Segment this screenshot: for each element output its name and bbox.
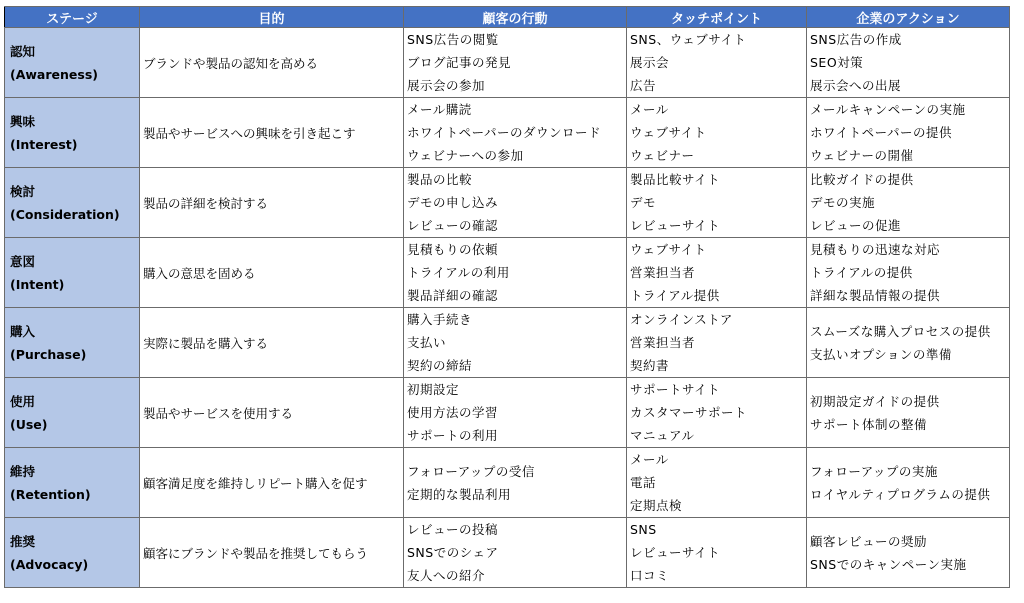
stage-cell[interactable] [5, 28, 140, 98]
customer-journey-table [4, 6, 1010, 588]
company-action-item: SNS広告の作成 [810, 32, 902, 47]
company-action-item: ロイヤルティプログラムの提供 [810, 486, 991, 502]
table-row [5, 378, 1010, 448]
stage-english-name: (Retention) [10, 486, 91, 502]
table-row [5, 28, 1010, 98]
touchpoint-cell[interactable] [627, 308, 807, 378]
company-action-item: SEO対策 [810, 55, 864, 70]
stage-english-name: (Use) [10, 416, 48, 432]
customer-action-cell[interactable] [404, 238, 627, 308]
company-action-item: スムーズな購入プロセスの提供 [810, 323, 991, 339]
stage-name: 維持 [10, 463, 36, 479]
customer-action-item: 支払い [407, 335, 447, 350]
customer-action-item: ホワイトペーパーのダウンロード [407, 125, 602, 140]
touchpoint-item: ウェブサイト [630, 242, 707, 257]
company-action-item: トライアルの提供 [810, 265, 913, 280]
header-touchpoints[interactable]: タッチポイント [627, 7, 807, 28]
table-row [5, 308, 1010, 378]
touchpoint-item: 契約書 [630, 358, 670, 373]
purpose-cell[interactable]: 購入の意思を固める [140, 238, 404, 308]
stage-name: 推奨 [10, 533, 36, 549]
customer-action-item: 製品の比較 [407, 172, 473, 187]
touchpoint-item: トライアル提供 [630, 288, 720, 303]
touchpoint-cell[interactable] [627, 518, 807, 588]
stage-english-name: (Consideration) [10, 206, 120, 222]
touchpoint-cell[interactable] [627, 168, 807, 238]
touchpoint-item: デモ [630, 195, 657, 210]
customer-action-item: 友人への紹介 [407, 568, 486, 583]
customer-action-cell[interactable] [404, 28, 627, 98]
purpose-cell[interactable]: 製品の詳細を検討する [140, 168, 404, 238]
company-action-item: レビューの促進 [810, 218, 902, 233]
customer-journey-table-container [4, 6, 1010, 588]
stage-name: 検討 [10, 183, 36, 199]
touchpoint-item: オンラインストア [630, 312, 733, 327]
header-row [5, 7, 1010, 28]
customer-action-item: レビューの投稿 [407, 522, 499, 537]
touchpoint-item: サポートサイト [630, 382, 721, 397]
company-action-item: 詳細な製品情報の提供 [810, 288, 941, 303]
customer-action-item: メール購読 [407, 102, 472, 117]
purpose-cell[interactable]: 顧客にブランドや製品を推奨してもらう [140, 518, 404, 588]
touchpoint-cell[interactable] [627, 238, 807, 308]
company-action-cell[interactable] [807, 98, 1010, 168]
touchpoint-item: SNS、ウェブサイト [630, 32, 747, 47]
company-action-item: デモの実施 [810, 195, 876, 210]
company-action-item: メールキャンペーンの実施 [810, 102, 966, 117]
touchpoint-item: レビューサイト [630, 545, 721, 560]
customer-action-item: 製品詳細の確認 [407, 288, 499, 303]
touchpoint-item: 展示会 [630, 55, 670, 70]
company-action-item: ウェビナーの開催 [810, 148, 914, 163]
header-company-actions[interactable]: 企業のアクション [807, 7, 1010, 28]
purpose-cell[interactable]: ブランドや製品の認知を高める [140, 28, 404, 98]
customer-action-item: 購入手続き [407, 312, 473, 327]
company-action-item: ホワイトペーパーの提供 [810, 125, 953, 140]
customer-action-cell[interactable] [404, 518, 627, 588]
stage-english-name: (Advocacy) [10, 556, 89, 572]
stage-english-name: (Interest) [10, 136, 78, 152]
company-action-item: 展示会への出展 [810, 78, 902, 93]
stage-name: 認知 [10, 43, 36, 59]
touchpoint-item: 口コミ [630, 568, 670, 583]
customer-action-item: トライアルの利用 [407, 265, 510, 280]
company-action-cell[interactable] [807, 28, 1010, 98]
touchpoint-item: 電話 [630, 475, 657, 490]
purpose-cell[interactable]: 顧客満足度を維持しリピート購入を促す [140, 448, 404, 518]
purpose-cell[interactable]: 製品やサービスを使用する [140, 378, 404, 448]
company-action-item: SNSでのキャンペーン実施 [810, 556, 967, 572]
header-stage[interactable]: ステージ [5, 7, 140, 28]
customer-action-item: 展示会の参加 [407, 78, 486, 93]
touchpoint-item: 広告 [630, 78, 657, 93]
stage-cell[interactable] [5, 308, 140, 378]
stage-english-name: (Awareness) [10, 66, 98, 82]
company-action-item: 顧客レビューの奨励 [810, 533, 928, 549]
customer-action-item: SNSでのシェア [407, 545, 499, 560]
touchpoint-item: カスタマーサポート [630, 405, 748, 420]
company-action-item: フォローアップの実施 [810, 463, 938, 479]
stage-cell[interactable] [5, 378, 140, 448]
company-action-item: 支払いオプションの準備 [810, 346, 952, 362]
customer-action-item: 見積もりの依頼 [407, 242, 499, 257]
touchpoint-cell[interactable] [627, 448, 807, 518]
stage-cell[interactable] [5, 448, 140, 518]
customer-action-item: フォローアップの受信 [407, 463, 535, 479]
customer-action-cell[interactable] [404, 378, 627, 448]
touchpoint-item: 定期点検 [630, 498, 683, 513]
customer-action-item: ウェビナーへの参加 [407, 148, 524, 163]
company-action-cell[interactable] [807, 168, 1010, 238]
purpose-cell[interactable]: 実際に製品を購入する [140, 308, 404, 378]
customer-action-cell[interactable] [404, 98, 627, 168]
company-action-cell[interactable] [807, 238, 1010, 308]
touchpoint-cell[interactable] [627, 378, 807, 448]
touchpoint-item: マニュアル [630, 428, 695, 443]
customer-action-item: 使用方法の学習 [407, 405, 499, 420]
stage-name: 使用 [10, 393, 36, 409]
customer-action-item: サポートの利用 [407, 428, 499, 443]
stage-cell[interactable] [5, 518, 140, 588]
header-customer-actions[interactable]: 顧客の行動 [404, 7, 627, 28]
header-purpose[interactable]: 目的 [140, 7, 404, 28]
customer-action-item: デモの申し込み [407, 195, 499, 210]
touchpoint-item: 製品比較サイト [630, 172, 721, 187]
touchpoint-item: SNS [630, 522, 657, 537]
table-row [5, 238, 1010, 308]
touchpoint-item: メール [630, 102, 669, 117]
customer-action-item: ブログ記事の発見 [407, 55, 512, 70]
stage-english-name: (Purchase) [10, 346, 87, 362]
company-action-cell[interactable] [807, 308, 1010, 378]
customer-action-item: レビューの確認 [407, 218, 499, 233]
stage-english-name: (Intent) [10, 276, 65, 292]
touchpoint-item: メール [630, 452, 669, 467]
stage-cell[interactable] [5, 168, 140, 238]
customer-action-item: 定期的な製品利用 [407, 486, 512, 502]
stage-cell[interactable] [5, 98, 140, 168]
touchpoint-item: ウェビナー [630, 148, 695, 163]
stage-cell[interactable] [5, 238, 140, 308]
touchpoint-cell[interactable] [627, 98, 807, 168]
touchpoint-item: ウェブサイト [630, 125, 707, 140]
table-row [5, 448, 1010, 518]
company-action-cell[interactable] [807, 518, 1010, 588]
table-row [5, 518, 1010, 588]
company-action-cell[interactable] [807, 378, 1010, 448]
touchpoint-item: 営業担当者 [630, 335, 696, 350]
stage-name: 意図 [10, 253, 36, 269]
stage-name: 購入 [10, 323, 36, 339]
stage-name: 興味 [10, 113, 36, 129]
company-action-cell[interactable] [807, 448, 1010, 518]
customer-action-item: 契約の締結 [407, 358, 473, 373]
touchpoint-item: レビューサイト [630, 218, 721, 233]
customer-action-cell[interactable] [404, 168, 627, 238]
table-body [5, 28, 1010, 588]
customer-action-item: 初期設定 [407, 382, 460, 397]
company-action-item: 比較ガイドの提供 [810, 172, 914, 187]
company-action-item: サポート体制の整備 [810, 416, 928, 432]
table-row [5, 98, 1010, 168]
touchpoint-cell[interactable] [627, 28, 807, 98]
touchpoint-item: 営業担当者 [630, 265, 696, 280]
table-row [5, 168, 1010, 238]
purpose-cell[interactable]: 製品やサービスへの興味を引き起こす [140, 98, 404, 168]
company-action-item: 初期設定ガイドの提供 [810, 393, 940, 409]
customer-action-cell[interactable] [404, 448, 627, 518]
customer-action-item: SNS広告の閲覧 [407, 32, 499, 47]
customer-action-cell[interactable] [404, 308, 627, 378]
company-action-item: 見積もりの迅速な対応 [810, 242, 941, 257]
